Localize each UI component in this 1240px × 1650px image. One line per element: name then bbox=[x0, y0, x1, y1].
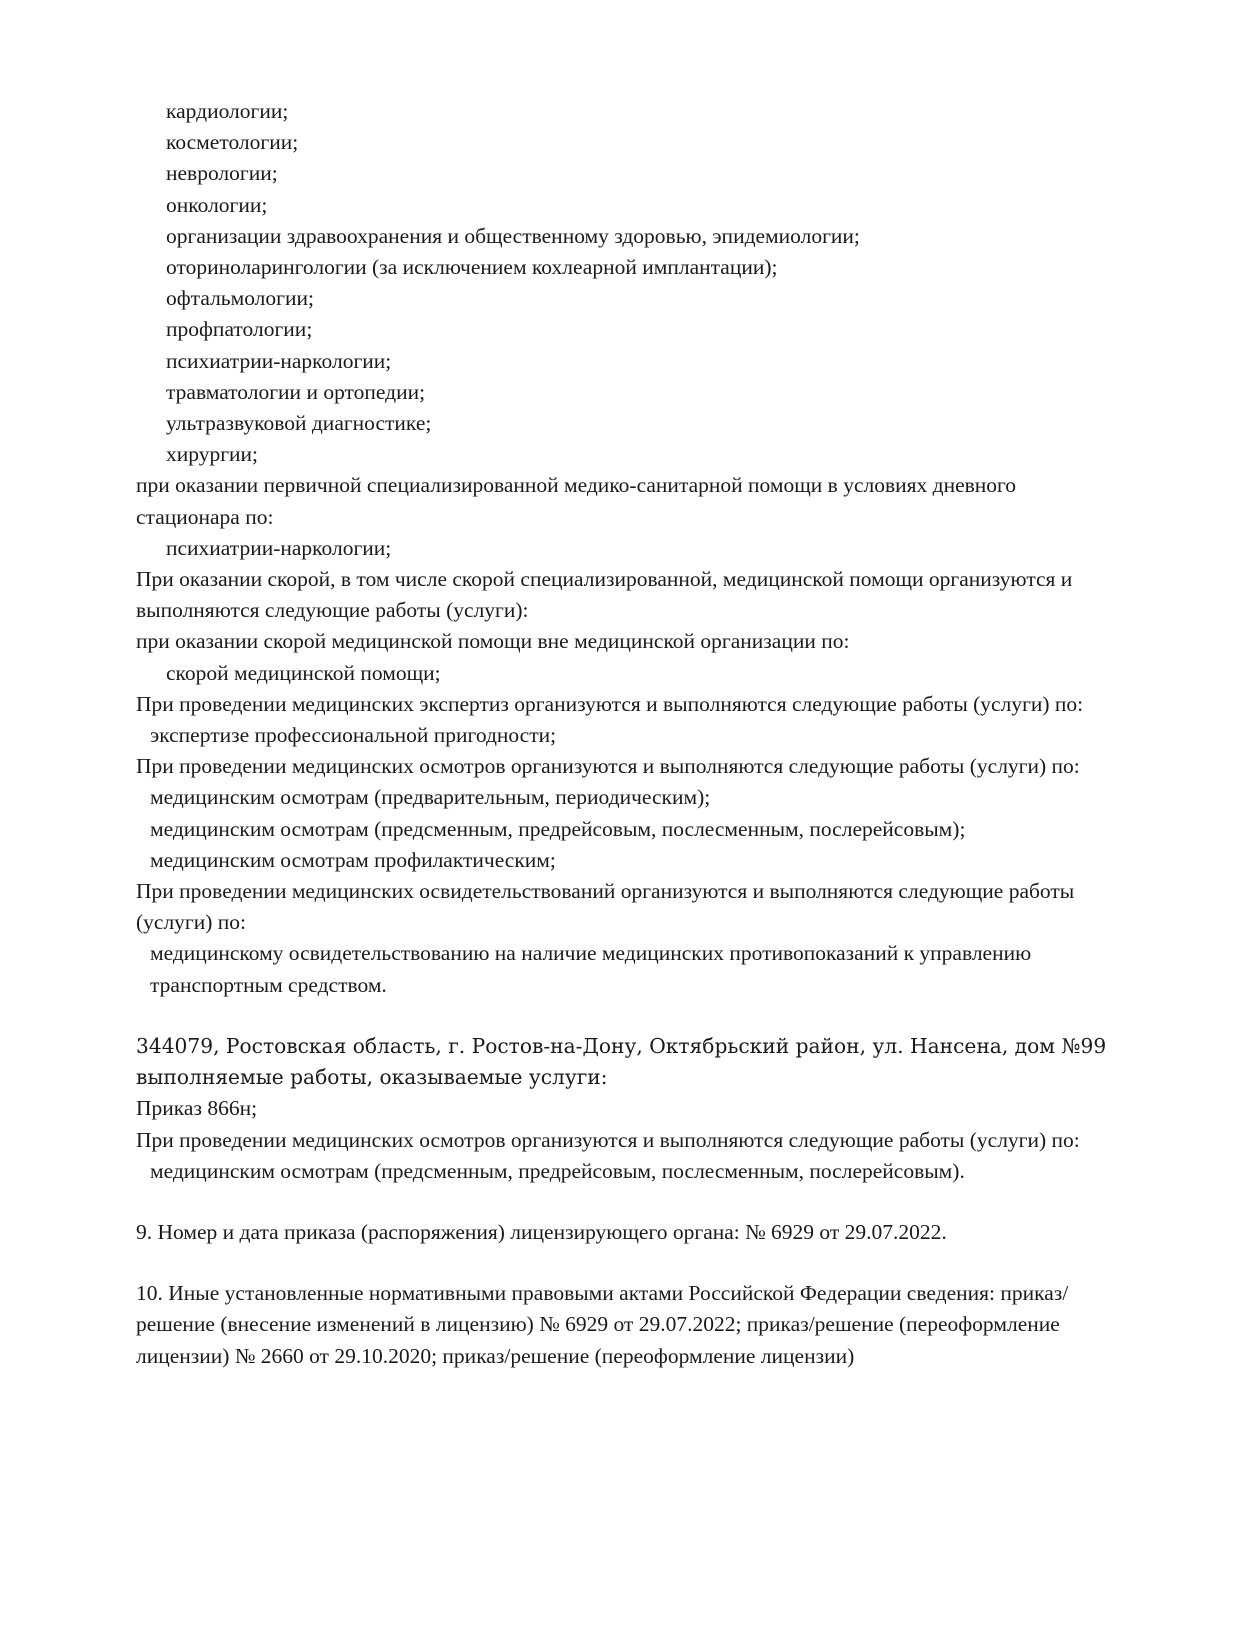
day-hospital-intro: при оказании первичной специализированной медико-санитарной помощи в условиях дневного стационара по: bbox=[136, 473, 1017, 529]
list-item: травматологии и ортопедии; bbox=[166, 379, 426, 404]
list-item: медицинскому освидетельствованию на наличие медицинских противопоказаний к управлению транспортным средством. bbox=[150, 941, 1037, 997]
list-item: скорой медицинской помощи; bbox=[166, 660, 441, 685]
list-item: онкологии; bbox=[166, 192, 268, 217]
list-item: медицинским осмотрам (предварительным, периодическим); bbox=[150, 785, 711, 810]
list-item: офтальмологии; bbox=[166, 286, 314, 311]
address-works-label: выполняемые работы, оказываемые услуги: bbox=[136, 1065, 608, 1090]
emergency-intro: При оказании скорой, в том числе скорой специализированной, медицинской помощи организуются и выполняются следующие работы (услуги): bbox=[136, 567, 1073, 623]
list-item: ультразвуковой диагностике; bbox=[166, 411, 432, 436]
address-checkups-intro: При проведении медицинских осмотров организуются и выполняются следующие работы (услуги) по: bbox=[136, 1127, 1080, 1152]
list-item: организации здравоохранения и общественному здоровью, эпидемиологии; bbox=[166, 223, 860, 248]
examinations-intro: При проведении медицинских освидетельствований организуются и выполняются следующие работы (услуги) по: bbox=[136, 879, 1075, 935]
list-item: медицинским осмотрам (предсменным, предрейсовым, послесменным, послерейсовым). bbox=[150, 1158, 965, 1183]
emergency-sub-intro: при оказании скорой медицинской помощи вне медицинской организации по: bbox=[136, 629, 850, 654]
document-body bbox=[136, 96, 1112, 1372]
list-item: хирургии; bbox=[166, 442, 259, 467]
list-item: оториноларингологии (за исключением кохлеарной имплантации); bbox=[166, 255, 778, 280]
list-item: медицинским осмотрам (предсменным, предрейсовым, послесменным, послерейсовым); bbox=[150, 816, 966, 841]
list-item: психиатрии-наркологии; bbox=[166, 535, 392, 560]
address-line: 344079, Ростовская область, г. Ростов-на-Дону, Октябрьский район, ул. Нансена, дом №99 bbox=[136, 1033, 1107, 1058]
list-item: медицинским осмотрам профилактическим; bbox=[150, 847, 556, 872]
item-9: 9. Номер и дата приказа (распоряжения) лицензирующего органа: № 6929 от 29.07.2022. bbox=[136, 1219, 947, 1244]
order-label: Приказ 866н; bbox=[136, 1096, 258, 1121]
list-item: экспертизе профессиональной пригодности; bbox=[150, 723, 557, 748]
list-item: косметологии; bbox=[166, 130, 299, 155]
list-item: кардиологии; bbox=[166, 99, 289, 123]
section-spacer bbox=[136, 1248, 1112, 1278]
specialties-list bbox=[136, 96, 1112, 470]
item-10: 10. Иные установленные нормативными правовыми актами Российской Федерации сведения: приказ/решение (внесение изменений в лицензию) № 6929 от 29.07.2022; приказ/решение (переоформление лицензии) № 2660 от 29.10.2020; приказ/решение (переоформление лицензии) bbox=[136, 1281, 1069, 1368]
section-spacer bbox=[136, 1001, 1112, 1031]
section-spacer bbox=[136, 1187, 1112, 1217]
list-item: профпатологии; bbox=[166, 317, 313, 342]
list-item: неврологии; bbox=[166, 161, 278, 186]
expertise-intro: При проведении медицинских экспертиз организуются и выполняются следующие работы (услуги) по: bbox=[136, 691, 1084, 716]
checkups-intro: При проведении медицинских осмотров организуются и выполняются следующие работы (услуги) по: bbox=[136, 754, 1080, 779]
list-item: психиатрии-наркологии; bbox=[166, 348, 392, 373]
